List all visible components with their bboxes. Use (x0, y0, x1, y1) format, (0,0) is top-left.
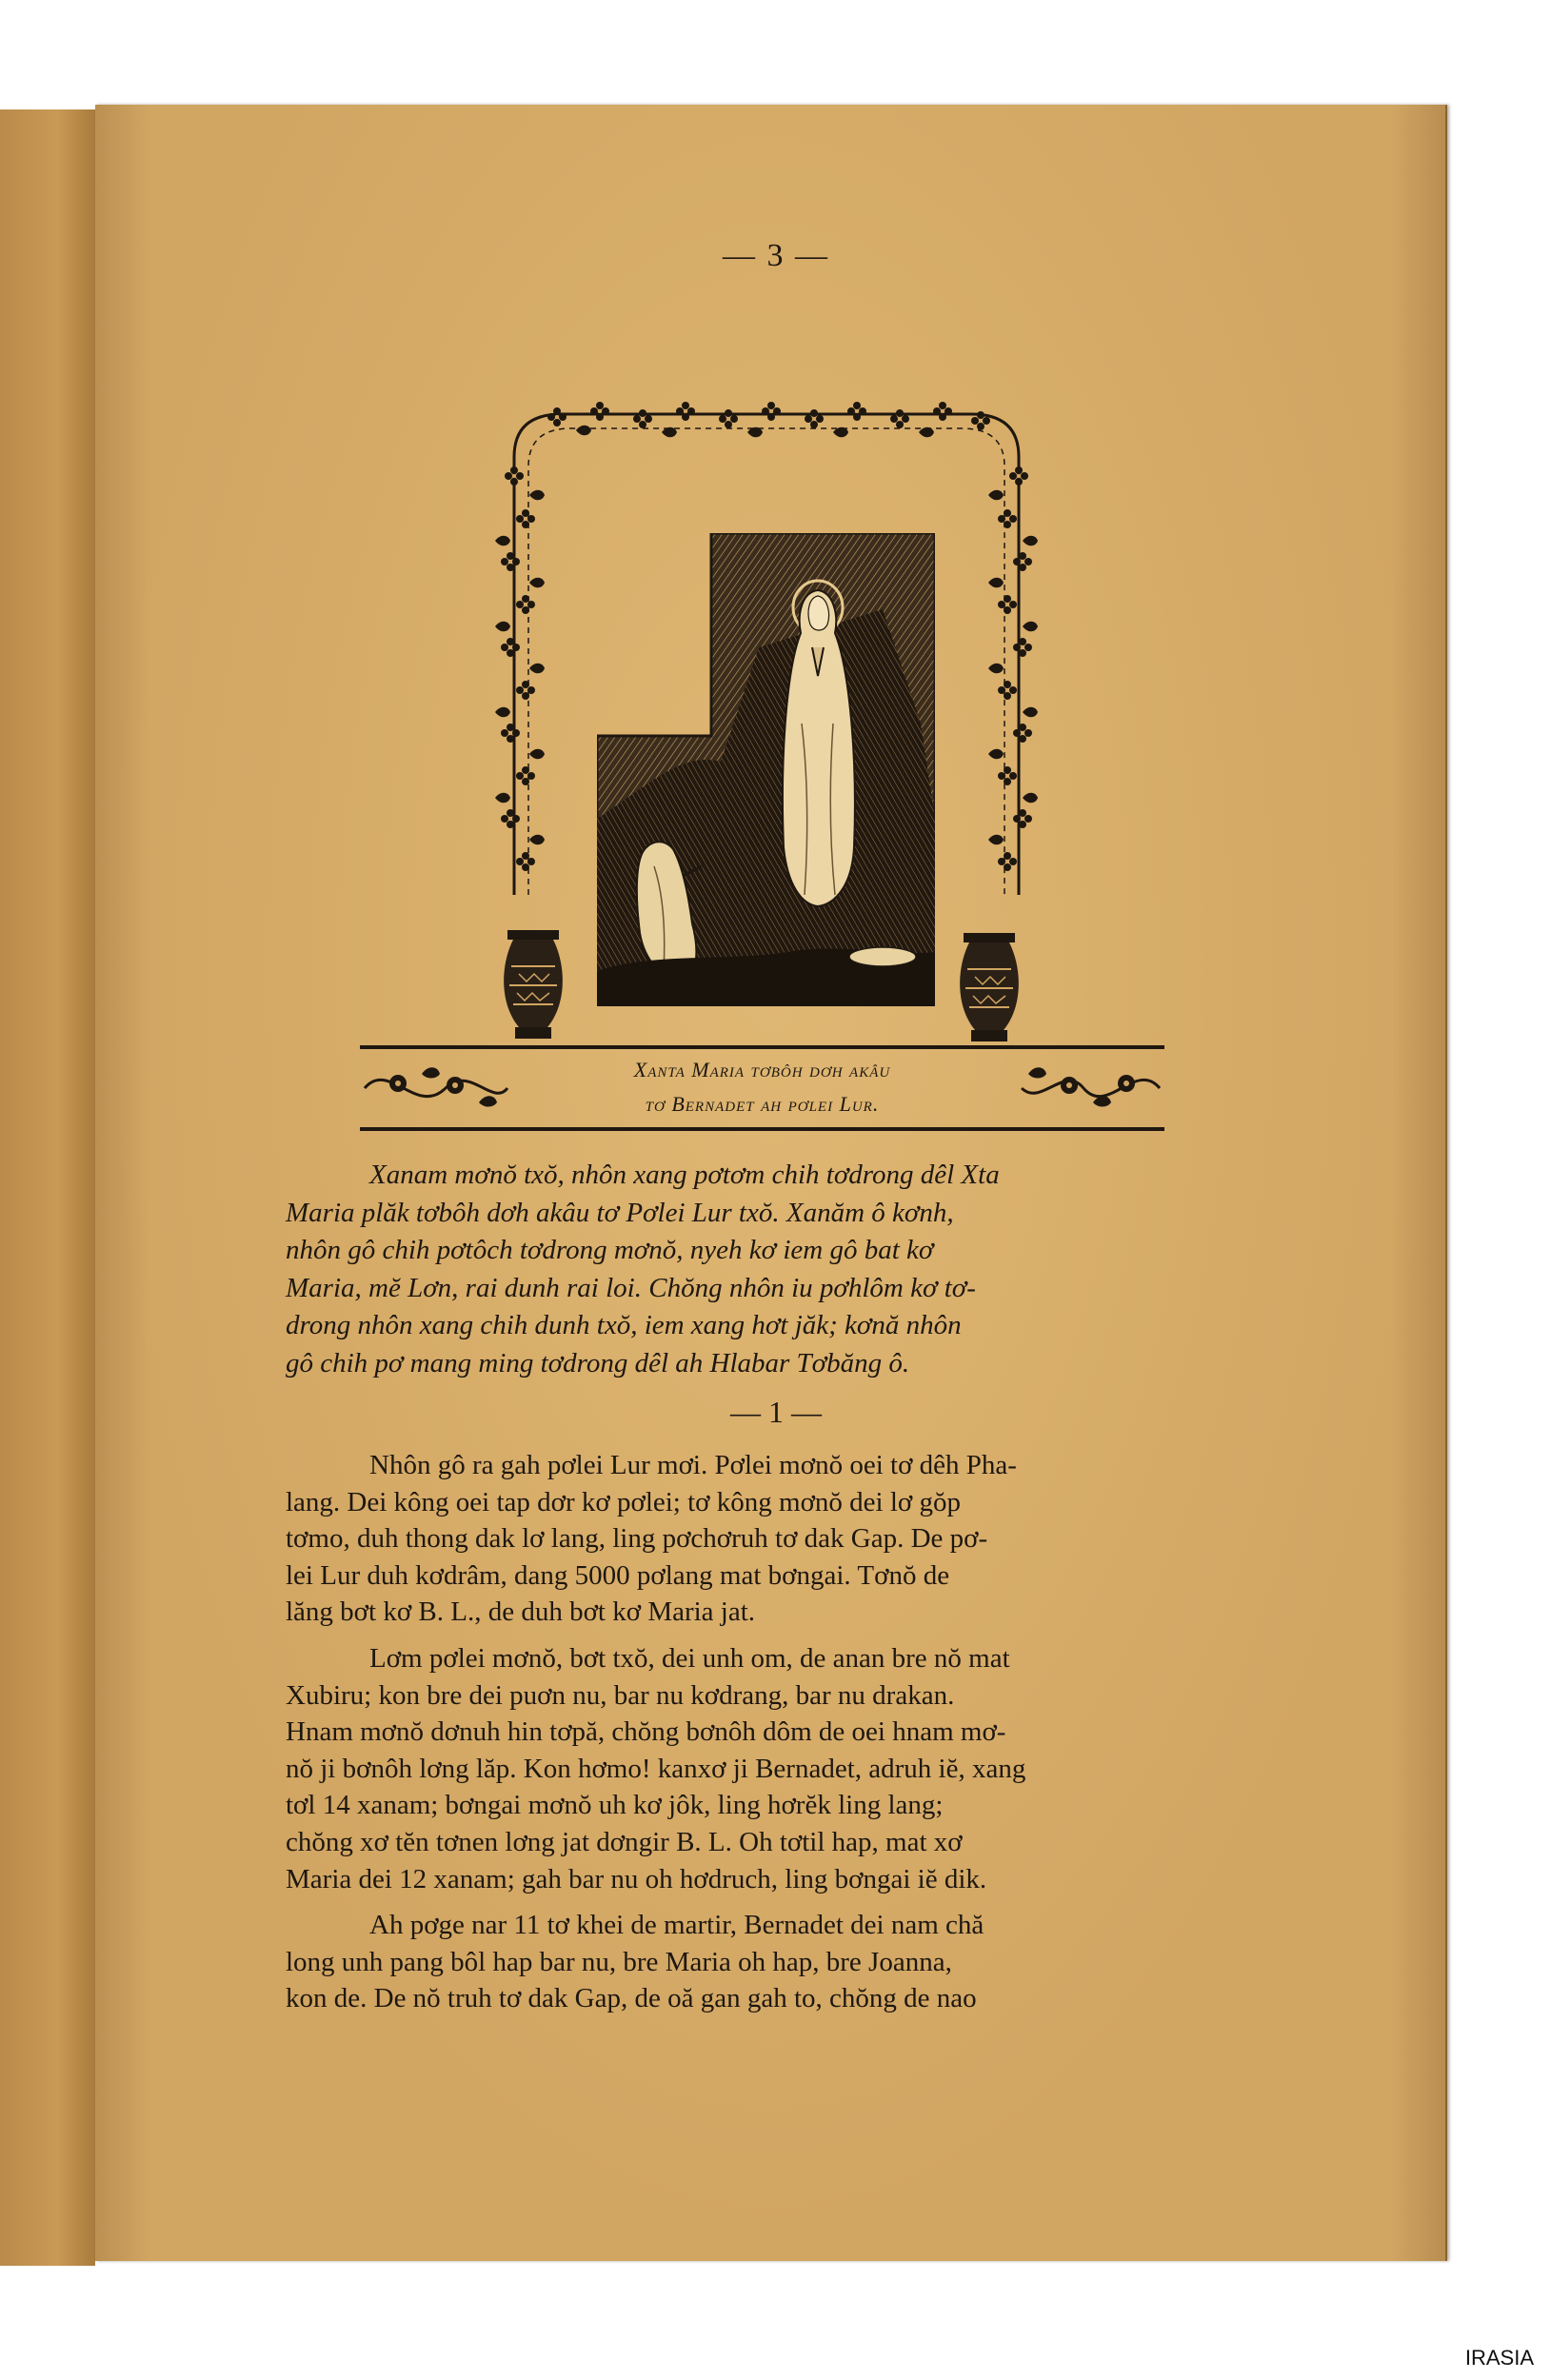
intro-line: Xanam mơnŏ txŏ, nhôn xang pơtơm chih tơdrong dêl Xta (369, 1160, 1000, 1190)
caption-line-2: tơ Bernadet ah pơlei Lur. (645, 1092, 880, 1116)
section-number: — 1 — (730, 1395, 822, 1429)
body-line: lăng bơt kơ B. L., de duh bơt kơ Maria jat. (286, 1597, 756, 1628)
body-line: Hnam mơnŏ dơnuh hin tơpă, chŏng bơnôh dôm de oei hnam mơ- (286, 1716, 1006, 1748)
body-line: Nhôn gô ra gah pơlei Lur mơi. Pơlei mơnŏ oei tơ dêh Pha- (369, 1450, 1017, 1480)
engraving-illustration (597, 533, 935, 1006)
paragraph-1 (286, 1447, 1223, 1631)
caption-left-ornament (360, 1055, 512, 1121)
right-vase-ornament (956, 931, 1023, 1045)
body-line: tơl 14 xanam; bơngai mơnŏ uh kơ jôk, ling hơrĕk ling lang; (286, 1790, 944, 1821)
body-line: Maria dei 12 xanam; gah bar nu oh hơdruch, ling bơngai iĕ dik. (286, 1863, 987, 1894)
intro-line: Maria plăk tơbôh dơh akâu tơ Pơlei Lur txŏ. Xanăm ô kơnh, (286, 1197, 954, 1228)
page-number: — 3 — (723, 238, 829, 273)
body-line: long unh pang bôl hap bar nu, bre Maria oh hap, bre Joanna, (286, 1946, 952, 1977)
caption-top-rule (360, 1045, 1164, 1049)
body-text (286, 1447, 1223, 2027)
intro-line: nhôn gô chih pơtôch tơdrong mơnŏ, nyeh kơ iem gô bat kơ (286, 1235, 934, 1265)
body-line: lei Lur duh kơdrâm, dang 5000 pơlang mat bơngai. Tơnŏ de (286, 1559, 950, 1591)
body-line: nŏ ji bơnôh lơng lăp. Kon hơmo! kanxơ ji Bernadet, adruh iĕ, xang (286, 1753, 1026, 1784)
body-line: lang. Dei kông oei tap dơr kơ pơlei; tơ kông mơnŏ dei lơ gŏp (286, 1486, 961, 1517)
body-line: tơmo, duh thong dak lơ lang, ling pơchơruh tơ dak Gap. De pơ- (286, 1523, 988, 1555)
intro-line: Maria, mĕ Lơn, rai dunh rai loi. Chŏng nhôn iu pơhlôm kơ tơ- (286, 1272, 976, 1303)
previous-page-edge (0, 109, 95, 2266)
body-line: chŏng xơ tĕn tơnen lơng jat dơngir B. L. Oh tơtil hap, mat xơ (286, 1826, 963, 1857)
body-line: Lơm pơlei mơnŏ, bơt txŏ, dei unh om, de anan bre nŏ mat (369, 1642, 1010, 1674)
caption-right-ornament (1017, 1055, 1164, 1121)
illustration-caption (536, 1053, 988, 1121)
paragraph-2 (286, 1640, 1223, 1897)
paragraph-3 (286, 1907, 1223, 2017)
body-line: Ah pơge nar 11 tơ khei de martir, Bernadet dei nam chă (369, 1910, 984, 1941)
body-line: kon de. De nŏ truh tơ dak Gap, de oă gan gah to, chŏng de nao (286, 1983, 977, 2014)
caption-line-1: Xanta Maria tơbôh dơh akâu (633, 1058, 891, 1081)
source-watermark: IRASIA (1464, 2346, 1534, 2370)
caption-band (360, 1045, 1164, 1131)
intro-line: drong nhôn xang chih dunh txŏ, iem xang hơt jăk; kơnă nhôn (286, 1310, 962, 1340)
caption-bottom-rule (360, 1127, 1164, 1131)
intro-line: gô chih pơ mang ming tơdrong dêl ah Hlabar Tơbăng ô. (286, 1347, 910, 1378)
intro-paragraph (286, 1157, 1223, 1382)
body-line: Xubiru; kon bre dei puơn nu, bar nu kơdrang, bar nu drakan. (286, 1679, 955, 1711)
left-vase-ornament (500, 928, 567, 1042)
